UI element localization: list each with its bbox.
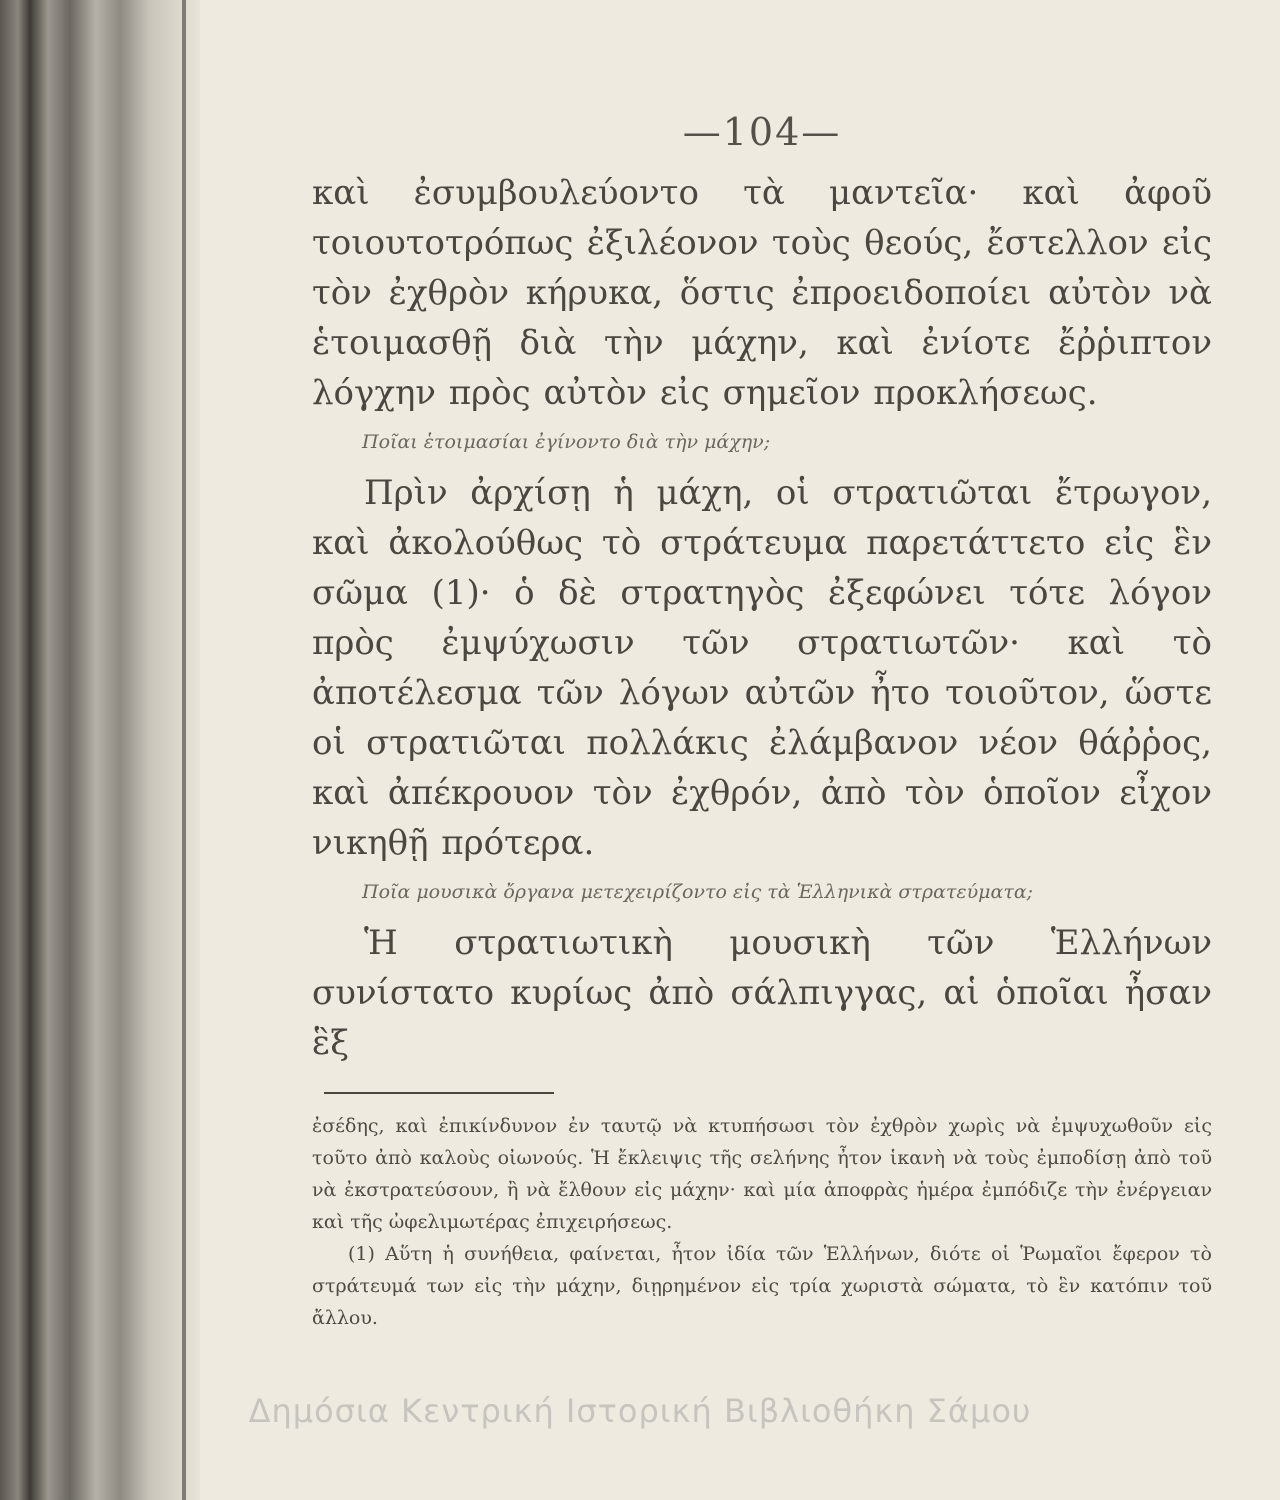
question-2: Ποῖα μουσικὰ ὄργανα μετεχειρίζοντο εἰς τὰ Ἑλληνικὰ στρατεύματα;: [362, 881, 1034, 903]
footnote-continued: ἐσέδης, καὶ ἐπικίνδυνον ἐν ταυτῷ νὰ κτυπήσωσι τὸν ἐχθρὸν χωρὶς νὰ ἐμψυχωθοῦν εἰς τοῦτο ἀπὸ καλοὺς οἰωνούς. Ἡ ἔκλειψις τῆς σελήνης ἦτον ἱκανὴ νὰ τοὺς ἐμποδίσῃ ἀπὸ τοῦ νὰ ἐκστρατεύσουν, ἢ νὰ ἔλθουν εἰς μάχην· καὶ μία ἀποφρὰς ἡμέρα ἐμπόδιζε τὴν ἐνέργειαν καὶ τῆς ὠφελιμωτέρας ἐπιχειρήσεως.: [312, 1115, 1212, 1233]
library-watermark: Δημόσια Κεντρική Ιστορική Βιβλιοθήκη Σάμου: [248, 1392, 1032, 1430]
page-number: —104—: [682, 110, 842, 154]
question-1: Ποῖαι ἑτοιμασίαι ἐγίνοντο διὰ τὴν μάχην;: [362, 431, 771, 453]
text-block: [312, 110, 1212, 1334]
paragraph-2: Πρὶν ἀρχίσῃ ἡ μάχη, οἱ στρατιῶται ἔτρωγον, καὶ ἀκολούθως τὸ στράτευμα παρετάττετο εἰς ἓν σῶμα (1)· ὁ δὲ στρατηγὸς ἐξεφώνει τότε λόγον πρὸς ἐμψύχωσιν τῶν στρατιωτῶν· καὶ τὸ ἀποτέλεσμα τῶν λόγων αὐτῶν ἦτο τοιοῦτον, ὥστε οἱ στρατιῶται πολλάκις ἐλάμβανον νέον θάῤῥος, καὶ ἀπέκρουον τὸν ἐχθρόν, ἀπὸ τὸν ὁποῖον εἶχον νικηθῇ πρότερα.: [312, 473, 1212, 863]
paragraph-1: καὶ ἐσυμβουλεύοντο τὰ μαντεῖα· καὶ ἀφοῦ τοιουτοτρόπως ἐξιλέονον τοὺς θεούς, ἔστελλον εἰς τὸν ἐχθρὸν κήρυκα, ὅστις ἐπροειδοποίει αὐτὸν νὰ ἑτοιμασθῇ διὰ τὴν μάχην, καὶ ἐνίοτε ἔῤῥιπτον λόγχην πρὸς αὐτὸν εἰς σημεῖον προκλήσεως.: [312, 173, 1212, 413]
paragraph-3: Ἡ στρατιωτικὴ μουσικὴ τῶν Ἑλλήνων συνίστατο κυρίως ἀπὸ σάλπιγγας, αἱ ὁποῖαι ἦσαν ἓξ: [312, 923, 1212, 1063]
book-spine-edge: [0, 0, 200, 1500]
footnote-divider: [324, 1092, 554, 1094]
footnote-1: (1) Αὕτη ἡ συνήθεια, φαίνεται, ἦτον ἰδία τῶν Ἑλλήνων, διότε οἱ Ῥωμαῖοι ἔφερον τὸ στράτευμά των εἰς τὴν μάχην, διῃρημένον εἰς τρία χωριστὰ σώματα, τὸ ἓν κατόπιν τοῦ ἄλλου.: [312, 1243, 1212, 1329]
